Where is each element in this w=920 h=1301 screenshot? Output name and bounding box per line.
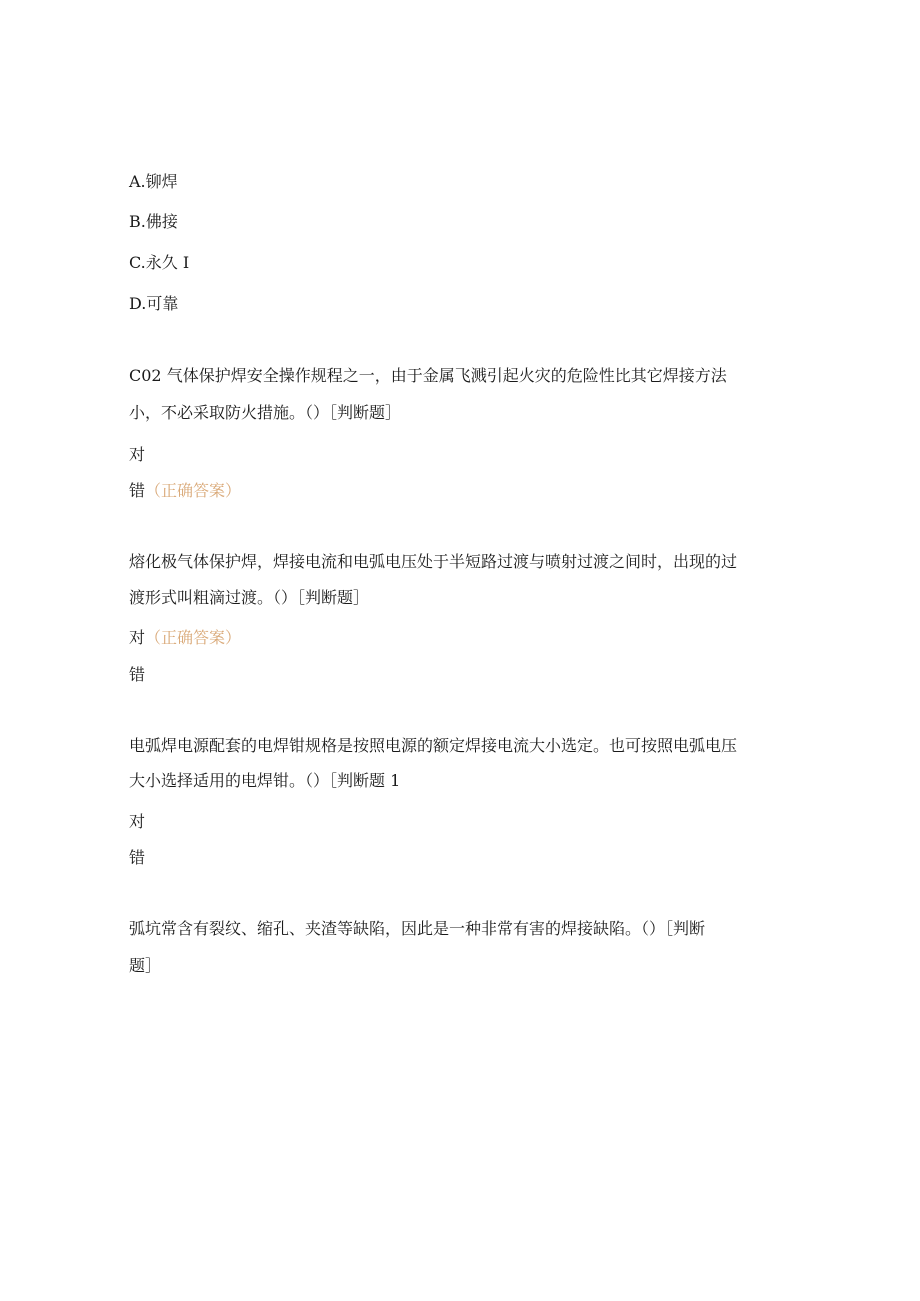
question-3-choice-true: 对: [129, 812, 146, 831]
choice-label: 对: [129, 628, 146, 647]
correct-answer-tag: （正确答案）: [145, 628, 242, 647]
choice-label: 错: [129, 481, 146, 500]
option-b: B.佛接: [129, 212, 178, 231]
question-1-text-line1: C02 气体保护焊安全操作规程之一，由于金属飞溅引起火灾的危险性比其它焊接方法: [129, 366, 727, 385]
question-3-text-line1: 电弧焊电源配套的电焊钳规格是按照电源的额定焊接电流大小选定。也可按照电弧电压: [129, 736, 738, 755]
question-4-text-line1: 弧坑常含有裂纹、缩孔、夹渣等缺陷，因此是一种非常有害的焊接缺陷。（）［判断: [129, 919, 706, 938]
question-2-text-line1: 熔化极气体保护焊，焊接电流和电弧电压处于半短路过渡与喷射过渡之间时，出现的过: [129, 552, 738, 571]
option-d: D.可靠: [129, 294, 179, 313]
question-3-text-line2: 大小选择适用的电焊钳。（）［判断题 1: [129, 771, 401, 790]
question-1-text-line2: 小，不必采取防火措施。（）［判断题］: [129, 403, 402, 422]
question-1-choice-true: 对: [129, 445, 146, 464]
question-4-text-line2: 题］: [129, 956, 162, 975]
question-1-choice-false: [129, 481, 241, 501]
question-2-choice-true: [129, 628, 241, 648]
option-a: A.铆焊: [129, 172, 178, 191]
question-2-text-line2: 渡形式叫粗滴过渡。（）［判断题］: [129, 588, 370, 607]
option-c: C.永久 I: [129, 253, 190, 272]
question-2-choice-false: 错: [129, 665, 146, 684]
question-3-choice-false: 错: [129, 848, 146, 867]
correct-answer-tag: （正确答案）: [145, 481, 242, 500]
